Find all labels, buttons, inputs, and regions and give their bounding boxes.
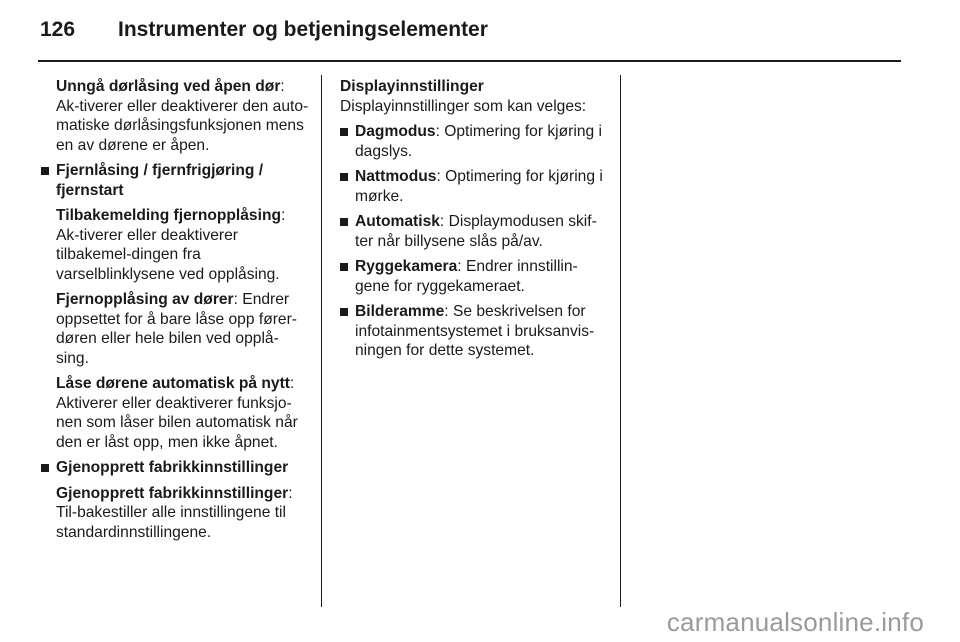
description: : Ak-tiverer eller deaktiverer den auto-matiske dørlåsingsfunksjonen mens en av dørene er åpen.	[56, 78, 309, 154]
page-header	[40, 14, 920, 54]
bullet-square-icon	[41, 167, 49, 175]
description: : Displaymodusen skif-ter når billysene slås på/av.	[355, 213, 597, 250]
paragraph-door-lock-open	[41, 77, 311, 155]
term: Nattmodus	[355, 168, 437, 185]
description: : Ak-tiverer eller deaktiverer tilbakemel-dingen fra varselblinklysene ved opplåsing.	[56, 207, 286, 283]
bullet-square-icon	[340, 218, 348, 226]
term: Bilderamme	[355, 303, 445, 320]
bullet-factory-reset	[41, 458, 311, 478]
column-middle	[340, 77, 608, 367]
header-rule	[38, 60, 901, 62]
bullet-automatic	[340, 212, 608, 251]
term: Ryggekamera	[355, 258, 458, 275]
term: Dagmodus	[355, 123, 436, 140]
bullet-night-mode	[340, 167, 608, 206]
watermark: carmanualsonline.info	[666, 607, 924, 637]
bullet-day-mode	[340, 122, 608, 161]
description: : Optimering for kjøring i mørke.	[355, 168, 603, 205]
bullet-title: Gjenopprett fabrikkinnstillinger	[56, 459, 289, 476]
paragraph-auto-relock	[41, 374, 311, 452]
page-title: Instrumenter og betjeningselementer	[118, 18, 488, 41]
bullet-title: Fjernlåsing / fjernfrigjøring / fjernstart	[56, 162, 264, 199]
bullet-rear-camera	[340, 257, 608, 296]
term: Gjenopprett fabrikkinnstillinger	[56, 484, 289, 502]
column-left	[41, 77, 311, 548]
term: Unngå dørlåsing ved åpen dør	[56, 78, 281, 95]
column-divider-left	[321, 75, 322, 607]
description: : Se beskrivelsen for infotainmentsystemet i bruksanvis-ningen for dette systemet.	[355, 303, 595, 359]
paragraph-remote-unlock-feedback	[41, 206, 311, 284]
paragraph-factory-reset	[41, 484, 311, 543]
section-intro: Displayinnstillinger som kan velges:	[340, 97, 587, 115]
term: Automatisk	[355, 213, 440, 230]
description: : Optimering for kjøring i dagslys.	[355, 123, 602, 160]
bullet-square-icon	[340, 308, 348, 316]
bullet-remote-lock	[41, 161, 311, 200]
term: Fjernopplåsing av dører	[56, 291, 234, 308]
description: : Endrer oppsettet for å bare låse opp fører-døren eller hele bilen ved opplå-sing.	[56, 291, 297, 367]
description: : Endrer innstillin-gene for ryggekameraet.	[355, 258, 578, 295]
bullet-picture-frame	[340, 302, 608, 361]
description: : Aktiverer eller deaktiverer funksjo-nen som låser bilen automatisk når den er låst opp, men ikke åpnet.	[56, 375, 298, 451]
paragraph-remote-door-unlock	[41, 290, 311, 368]
section-heading: Displayinnstillinger	[340, 78, 484, 95]
description: : Til-bakestiller alle innstillingene til standardinnstillingene.	[56, 484, 293, 541]
bullet-square-icon	[41, 464, 49, 472]
term: Tilbakemelding fjernopplåsing	[56, 207, 281, 224]
bullet-square-icon	[340, 173, 348, 181]
column-divider-right	[620, 75, 621, 607]
page-number: 126	[40, 18, 76, 41]
term: Låse dørene automatisk på nytt	[56, 375, 290, 392]
bullet-square-icon	[340, 128, 348, 136]
bullet-square-icon	[340, 263, 348, 271]
